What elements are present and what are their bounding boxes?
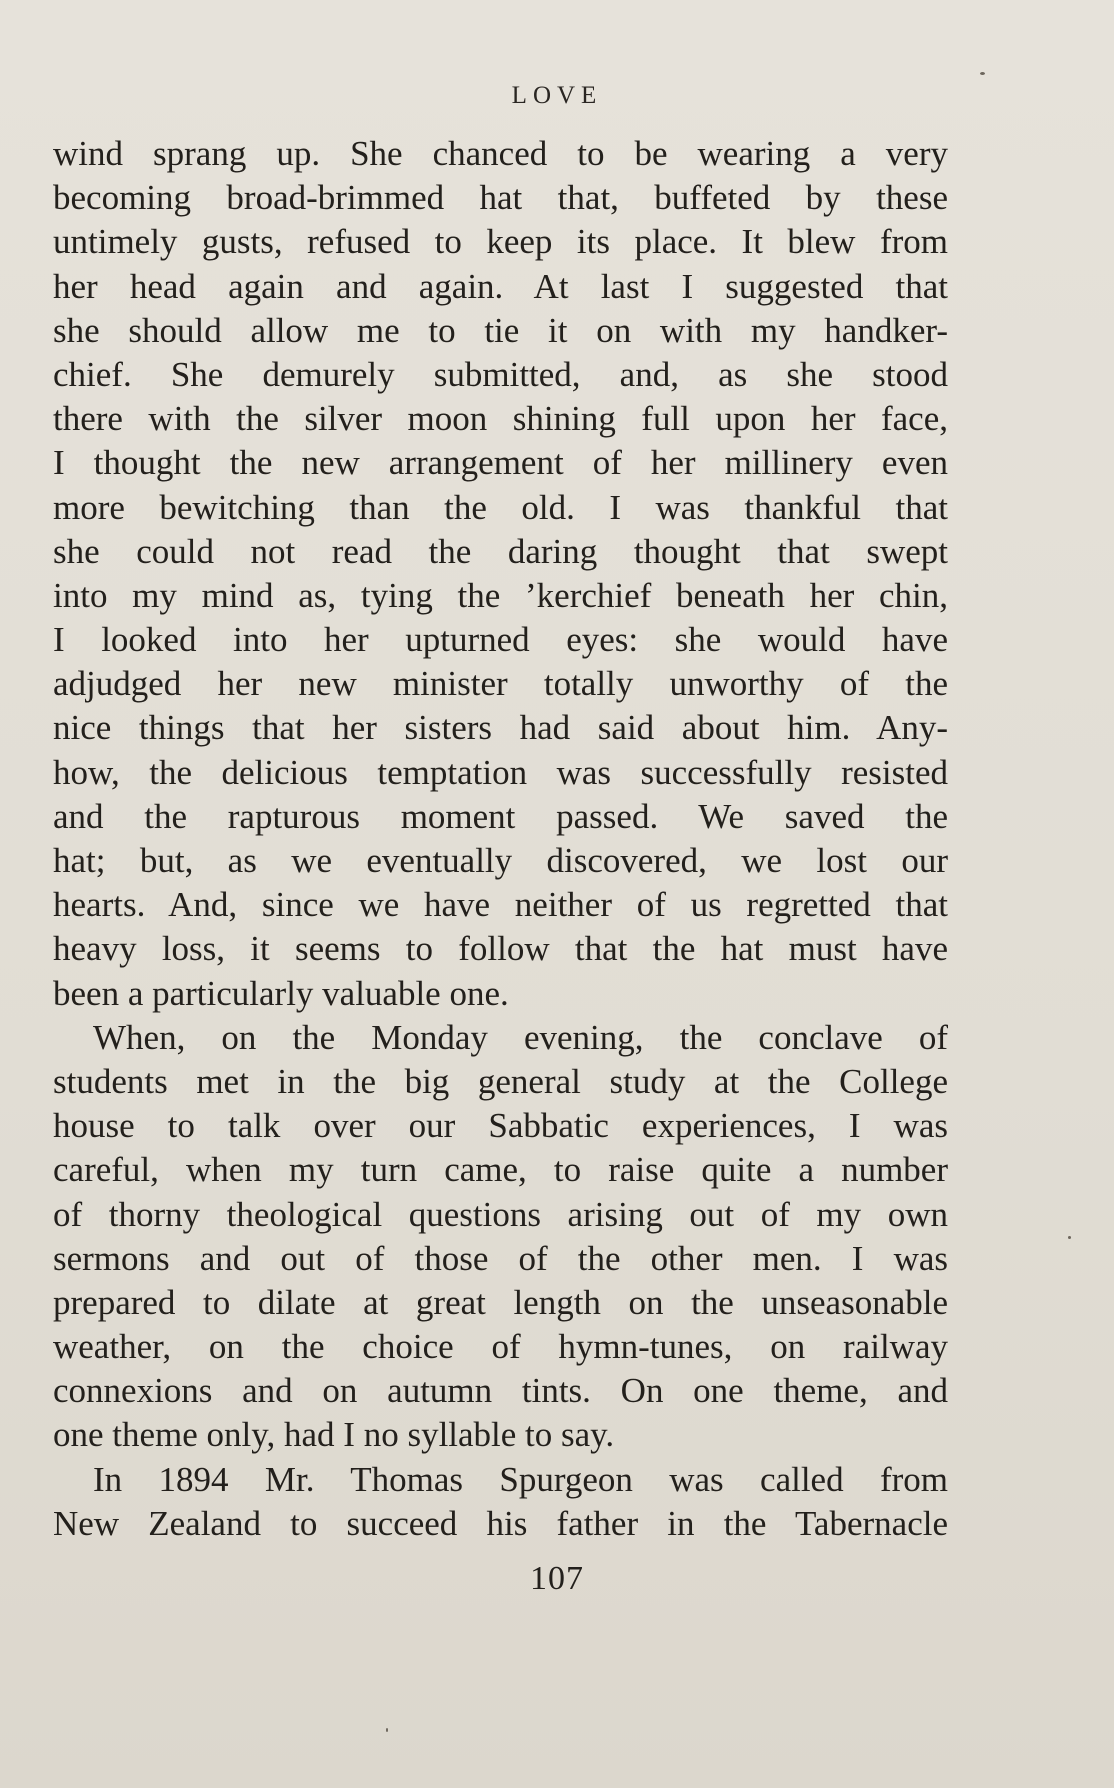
- text-line: adjudged her new minister totally unworthy of the: [53, 664, 948, 704]
- paragraph-start-line: When, on the Monday evening, the conclave of: [93, 1017, 948, 1057]
- text-line: prepared to dilate at great length on the unseasonable: [53, 1282, 948, 1322]
- text-line: been a particularly valuable one.: [53, 973, 509, 1013]
- text-line: there with the silver moon shining full upon her face,: [53, 399, 948, 439]
- text-line: her head again and again. At last I suggested that: [53, 266, 948, 306]
- paper-speck: [1068, 1236, 1071, 1239]
- paragraph-start-line: In 1894 Mr. Thomas Spurgeon was called from: [93, 1459, 948, 1499]
- text-line: heavy loss, it seems to follow that the hat must have: [53, 929, 948, 969]
- text-line: one theme only, had I no syllable to say.: [53, 1415, 615, 1455]
- text-line: more bewitching than the old. I was thankful that: [53, 487, 948, 527]
- text-line: how, the delicious temptation was successfully resisted: [53, 752, 948, 792]
- text-line: into my mind as, tying the ’kerchief beneath her chin,: [53, 575, 948, 615]
- text-line: connexions and on autumn tints. On one theme, and: [53, 1371, 948, 1411]
- text-line: New Zealand to succeed his father in the Tabernacle: [53, 1503, 948, 1543]
- text-line: I looked into her upturned eyes: she would have: [53, 620, 948, 660]
- text-line: nice things that her sisters had said about him. Any-: [53, 708, 948, 748]
- text-line: weather, on the choice of hymn-tunes, on railway: [53, 1327, 948, 1367]
- text-line: careful, when my turn came, to raise quite a number: [53, 1150, 948, 1190]
- text-line: becoming broad-brimmed hat that, buffeted by these: [53, 178, 948, 218]
- text-line: hearts. And, since we have neither of us regretted that: [53, 885, 948, 925]
- paper-speck: [980, 72, 985, 75]
- page-number: 107: [530, 1560, 584, 1597]
- body-text: [53, 132, 948, 1546]
- text-line: students met in the big general study at the College: [53, 1061, 948, 1101]
- paper-speck: [386, 1728, 388, 1732]
- text-line: house to talk over our Sabbatic experiences, I was: [53, 1106, 948, 1146]
- text-line: I thought the new arrangement of her millinery even: [53, 443, 948, 483]
- running-head: LOVE: [511, 82, 603, 109]
- text-line: and the rapturous moment passed. We saved the: [53, 796, 948, 836]
- text-line: of thorny theological questions arising out of my own: [53, 1194, 948, 1234]
- text-line: she should allow me to tie it on with my handker-: [53, 310, 948, 350]
- text-line: hat; but, as we eventually discovered, we lost our: [53, 841, 948, 880]
- text-line: untimely gusts, refused to keep its place. It blew from: [53, 222, 948, 262]
- text-line: wind sprang up. She chanced to be wearing a very: [53, 134, 948, 173]
- text-line: she could not read the daring thought that swept: [53, 531, 948, 571]
- text-line: chief. She demurely submitted, and, as she stood: [53, 354, 948, 394]
- text-line: sermons and out of those of the other men. I was: [53, 1238, 948, 1278]
